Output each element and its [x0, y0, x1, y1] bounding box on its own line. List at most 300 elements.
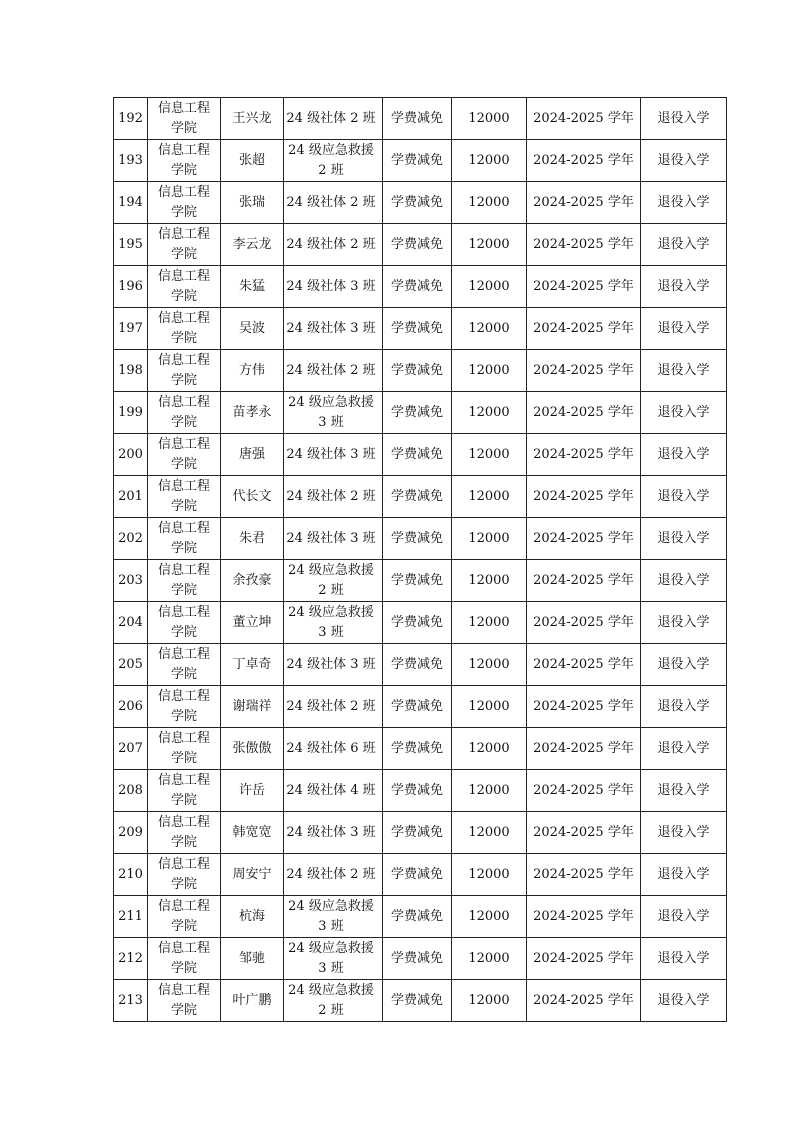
- aid-type: 学费减免: [390, 572, 443, 588]
- amount: 12000: [468, 950, 510, 966]
- college-name: 信息工程学院: [157, 310, 210, 346]
- school-year-cell: [527, 812, 641, 854]
- table-row: [114, 854, 727, 896]
- row-number: 195: [118, 236, 143, 252]
- row-number-cell: [114, 854, 148, 896]
- school-year-cell: [527, 434, 641, 476]
- class-name-cell: [284, 476, 383, 518]
- college-name: 信息工程学院: [157, 520, 210, 556]
- college-name: 信息工程学院: [157, 604, 210, 640]
- class-name-cell: [284, 854, 383, 896]
- category: 退役入学: [657, 362, 710, 378]
- school-year: 2024-2025 学年: [533, 992, 634, 1008]
- amount: 12000: [468, 236, 510, 252]
- aid-type: 学费减免: [390, 194, 443, 210]
- table-row: [114, 770, 727, 812]
- aid-type-cell: [383, 140, 452, 182]
- category: 退役入学: [657, 320, 710, 336]
- table-row: [114, 560, 727, 602]
- aid-type-cell: [383, 350, 452, 392]
- school-year-cell: [527, 350, 641, 392]
- amount: 12000: [468, 194, 510, 210]
- row-number: 212: [118, 950, 143, 966]
- class-name-cell: [284, 350, 383, 392]
- table-row: [114, 350, 727, 392]
- class-name: 24 级社体 3 班: [286, 656, 376, 672]
- category-cell: [641, 812, 727, 854]
- aid-type-cell: [383, 896, 452, 938]
- school-year: 2024-2025 学年: [533, 866, 634, 882]
- student-name-cell: [221, 434, 284, 476]
- school-year-cell: [527, 854, 641, 896]
- category-cell: [641, 98, 727, 140]
- category: 退役入学: [657, 614, 710, 630]
- category: 退役入学: [657, 782, 710, 798]
- category: 退役入学: [657, 866, 710, 882]
- aid-type: 学费减免: [390, 698, 443, 714]
- table-row: [114, 602, 727, 644]
- student-name: 苗孝永: [232, 404, 272, 420]
- student-name-cell: [221, 644, 284, 686]
- aid-type: 学费减免: [390, 740, 443, 756]
- school-year: 2024-2025 学年: [533, 446, 634, 462]
- amount: 12000: [468, 698, 510, 714]
- school-year: 2024-2025 学年: [533, 698, 634, 714]
- student-name: 董立坤: [232, 614, 272, 630]
- category: 退役入学: [657, 698, 710, 714]
- college-name: 信息工程学院: [157, 814, 210, 850]
- school-year-cell: [527, 560, 641, 602]
- school-year: 2024-2025 学年: [533, 824, 634, 840]
- school-year-cell: [527, 182, 641, 224]
- category-cell: [641, 854, 727, 896]
- category: 退役入学: [657, 740, 710, 756]
- amount-cell: [452, 140, 527, 182]
- amount: 12000: [468, 908, 510, 924]
- aid-type-cell: [383, 308, 452, 350]
- aid-type-cell: [383, 602, 452, 644]
- college-name: 信息工程学院: [157, 268, 210, 304]
- aid-type-cell: [383, 854, 452, 896]
- class-name: 24 级应急救援 3 班: [288, 898, 374, 934]
- college-name-cell: [148, 854, 221, 896]
- class-name-cell: [284, 140, 383, 182]
- row-number-cell: [114, 938, 148, 980]
- college-name-cell: [148, 350, 221, 392]
- category-cell: [641, 644, 727, 686]
- school-year-cell: [527, 644, 641, 686]
- amount: 12000: [468, 992, 510, 1008]
- student-name-cell: [221, 980, 284, 1022]
- college-name: 信息工程学院: [157, 394, 210, 430]
- class-name: 24 级社体 2 班: [286, 194, 376, 210]
- row-number-cell: [114, 770, 148, 812]
- school-year-cell: [527, 224, 641, 266]
- class-name-cell: [284, 812, 383, 854]
- category-cell: [641, 770, 727, 812]
- amount-cell: [452, 602, 527, 644]
- row-number-cell: [114, 434, 148, 476]
- student-name-cell: [221, 140, 284, 182]
- category-cell: [641, 350, 727, 392]
- table-row: [114, 266, 727, 308]
- class-name-cell: [284, 98, 383, 140]
- aid-type-cell: [383, 434, 452, 476]
- class-name: 24 级应急救援 3 班: [288, 394, 374, 430]
- row-number: 208: [118, 782, 143, 798]
- student-name-cell: [221, 476, 284, 518]
- category: 退役入学: [657, 278, 710, 294]
- row-number: 213: [118, 992, 143, 1008]
- aid-type-cell: [383, 518, 452, 560]
- amount-cell: [452, 770, 527, 812]
- category-cell: [641, 392, 727, 434]
- category-cell: [641, 686, 727, 728]
- class-name-cell: [284, 560, 383, 602]
- class-name-cell: [284, 728, 383, 770]
- category-cell: [641, 980, 727, 1022]
- class-name-cell: [284, 308, 383, 350]
- row-number: 206: [118, 698, 143, 714]
- table-row: [114, 98, 727, 140]
- school-year-cell: [527, 392, 641, 434]
- category-cell: [641, 182, 727, 224]
- college-name-cell: [148, 518, 221, 560]
- category: 退役入学: [657, 950, 710, 966]
- college-name-cell: [148, 896, 221, 938]
- table-row: [114, 224, 727, 266]
- aid-type-cell: [383, 182, 452, 224]
- aid-type-cell: [383, 266, 452, 308]
- class-name: 24 级社体 3 班: [286, 278, 376, 294]
- row-number-cell: [114, 182, 148, 224]
- student-name: 王兴龙: [232, 110, 272, 126]
- aid-type: 学费减免: [390, 824, 443, 840]
- college-name-cell: [148, 686, 221, 728]
- student-name: 张超: [238, 152, 265, 168]
- student-name: 丁卓奇: [232, 656, 272, 672]
- class-name: 24 级社体 2 班: [286, 488, 376, 504]
- college-name: 信息工程学院: [157, 478, 210, 514]
- student-name: 唐强: [238, 446, 265, 462]
- aid-type: 学费减免: [390, 362, 443, 378]
- aid-type: 学费减免: [390, 404, 443, 420]
- amount-cell: [452, 266, 527, 308]
- college-name-cell: [148, 644, 221, 686]
- table-row: [114, 518, 727, 560]
- row-number-cell: [114, 644, 148, 686]
- school-year: 2024-2025 学年: [533, 572, 634, 588]
- row-number: 200: [118, 446, 143, 462]
- amount: 12000: [468, 320, 510, 336]
- row-number: 205: [118, 656, 143, 672]
- table-row: [114, 728, 727, 770]
- category-cell: [641, 602, 727, 644]
- class-name-cell: [284, 518, 383, 560]
- student-name-cell: [221, 518, 284, 560]
- class-name: 24 级社体 2 班: [286, 866, 376, 882]
- school-year-cell: [527, 770, 641, 812]
- school-year-cell: [527, 602, 641, 644]
- school-year-cell: [527, 140, 641, 182]
- school-year: 2024-2025 学年: [533, 950, 634, 966]
- school-year-cell: [527, 476, 641, 518]
- school-year: 2024-2025 学年: [533, 362, 634, 378]
- student-name-cell: [221, 392, 284, 434]
- table-row: [114, 812, 727, 854]
- school-year: 2024-2025 学年: [533, 152, 634, 168]
- class-name: 24 级社体 4 班: [286, 782, 376, 798]
- amount-cell: [452, 308, 527, 350]
- amount-cell: [452, 98, 527, 140]
- amount-cell: [452, 938, 527, 980]
- table-row: [114, 308, 727, 350]
- student-name: 余孜豪: [232, 572, 272, 588]
- class-name-cell: [284, 392, 383, 434]
- student-name-cell: [221, 98, 284, 140]
- class-name: 24 级应急救援 3 班: [288, 940, 374, 976]
- table-row: [114, 686, 727, 728]
- aid-type: 学费减免: [390, 530, 443, 546]
- student-name: 代长文: [232, 488, 272, 504]
- student-name: 邹驰: [238, 950, 265, 966]
- category-cell: [641, 434, 727, 476]
- school-year-cell: [527, 308, 641, 350]
- amount: 12000: [468, 866, 510, 882]
- row-number: 202: [118, 530, 143, 546]
- school-year: 2024-2025 学年: [533, 908, 634, 924]
- college-name-cell: [148, 938, 221, 980]
- amount-cell: [452, 182, 527, 224]
- row-number: 211: [118, 908, 143, 924]
- aid-type: 学费减免: [390, 782, 443, 798]
- student-name-cell: [221, 560, 284, 602]
- table-row: [114, 434, 727, 476]
- aid-type-cell: [383, 938, 452, 980]
- table-row: [114, 896, 727, 938]
- row-number: 207: [118, 740, 143, 756]
- category-cell: [641, 224, 727, 266]
- college-name: 信息工程学院: [157, 226, 210, 262]
- college-name: 信息工程学院: [157, 772, 210, 808]
- row-number-cell: [114, 476, 148, 518]
- class-name-cell: [284, 686, 383, 728]
- category-cell: [641, 266, 727, 308]
- table-row: [114, 182, 727, 224]
- college-name: 信息工程学院: [157, 856, 210, 892]
- college-name-cell: [148, 770, 221, 812]
- student-name: 杭海: [238, 908, 265, 924]
- college-name-cell: [148, 182, 221, 224]
- amount: 12000: [468, 152, 510, 168]
- row-number: 199: [118, 404, 143, 420]
- school-year-cell: [527, 980, 641, 1022]
- row-number: 192: [118, 110, 143, 126]
- college-name: 信息工程学院: [157, 184, 210, 220]
- student-name: 吴波: [238, 320, 265, 336]
- category-cell: [641, 140, 727, 182]
- row-number-cell: [114, 518, 148, 560]
- row-number-cell: [114, 812, 148, 854]
- class-name: 24 级应急救援 2 班: [288, 142, 374, 178]
- row-number-cell: [114, 392, 148, 434]
- aid-type: 学费减免: [390, 278, 443, 294]
- class-name-cell: [284, 266, 383, 308]
- college-name: 信息工程学院: [157, 142, 210, 178]
- student-name-cell: [221, 686, 284, 728]
- amount-cell: [452, 224, 527, 266]
- aid-type: 学费减免: [390, 656, 443, 672]
- college-name-cell: [148, 392, 221, 434]
- college-name-cell: [148, 476, 221, 518]
- row-number: 196: [118, 278, 143, 294]
- college-name-cell: [148, 728, 221, 770]
- table-row: [114, 938, 727, 980]
- school-year: 2024-2025 学年: [533, 278, 634, 294]
- college-name-cell: [148, 266, 221, 308]
- class-name: 24 级社体 3 班: [286, 446, 376, 462]
- class-name: 24 级社体 2 班: [286, 110, 376, 126]
- amount-cell: [452, 560, 527, 602]
- category: 退役入学: [657, 194, 710, 210]
- college-name: 信息工程学院: [157, 688, 210, 724]
- aid-type-cell: [383, 812, 452, 854]
- school-year: 2024-2025 学年: [533, 194, 634, 210]
- aid-type: 学费减免: [390, 320, 443, 336]
- row-number-cell: [114, 560, 148, 602]
- aid-type-cell: [383, 980, 452, 1022]
- row-number-cell: [114, 98, 148, 140]
- amount-cell: [452, 644, 527, 686]
- category: 退役入学: [657, 530, 710, 546]
- amount-cell: [452, 812, 527, 854]
- amount: 12000: [468, 614, 510, 630]
- class-name: 24 级社体 6 班: [286, 740, 376, 756]
- row-number-cell: [114, 980, 148, 1022]
- amount: 12000: [468, 404, 510, 420]
- row-number-cell: [114, 308, 148, 350]
- class-name: 24 级社体 3 班: [286, 320, 376, 336]
- student-name-cell: [221, 854, 284, 896]
- student-name: 朱猛: [238, 278, 265, 294]
- student-name: 方伟: [238, 362, 265, 378]
- category-cell: [641, 518, 727, 560]
- row-number-cell: [114, 686, 148, 728]
- college-name: 信息工程学院: [157, 898, 210, 934]
- student-name-cell: [221, 350, 284, 392]
- school-year: 2024-2025 学年: [533, 782, 634, 798]
- category-cell: [641, 308, 727, 350]
- category: 退役入学: [657, 236, 710, 252]
- class-name-cell: [284, 602, 383, 644]
- row-number: 209: [118, 824, 143, 840]
- school-year-cell: [527, 728, 641, 770]
- category: 退役入学: [657, 656, 710, 672]
- aid-type-cell: [383, 476, 452, 518]
- school-year: 2024-2025 学年: [533, 530, 634, 546]
- school-year: 2024-2025 学年: [533, 614, 634, 630]
- row-number-cell: [114, 350, 148, 392]
- amount: 12000: [468, 782, 510, 798]
- class-name: 24 级社体 3 班: [286, 530, 376, 546]
- amount-cell: [452, 476, 527, 518]
- school-year: 2024-2025 学年: [533, 110, 634, 126]
- student-name: 叶广鹏: [232, 992, 272, 1008]
- table-row: [114, 644, 727, 686]
- category: 退役入学: [657, 908, 710, 924]
- college-name-cell: [148, 560, 221, 602]
- table-row: [114, 476, 727, 518]
- student-name: 韩宽宽: [232, 824, 272, 840]
- student-name-cell: [221, 770, 284, 812]
- aid-type-cell: [383, 224, 452, 266]
- category-cell: [641, 560, 727, 602]
- row-number-cell: [114, 266, 148, 308]
- college-name-cell: [148, 98, 221, 140]
- category-cell: [641, 896, 727, 938]
- amount-cell: [452, 728, 527, 770]
- category: 退役入学: [657, 446, 710, 462]
- student-name-cell: [221, 182, 284, 224]
- aid-type: 学费减免: [390, 446, 443, 462]
- row-number: 194: [118, 194, 143, 210]
- student-name-cell: [221, 224, 284, 266]
- class-name: 24 级应急救援 3 班: [288, 604, 374, 640]
- table-body: [114, 98, 727, 1022]
- student-name: 许岳: [238, 782, 265, 798]
- amount-cell: [452, 686, 527, 728]
- student-name-cell: [221, 602, 284, 644]
- aid-type: 学费减免: [390, 950, 443, 966]
- class-name: 24 级应急救援 2 班: [288, 562, 374, 598]
- school-year: 2024-2025 学年: [533, 656, 634, 672]
- class-name: 24 级社体 2 班: [286, 236, 376, 252]
- amount-cell: [452, 392, 527, 434]
- student-name: 朱君: [238, 530, 265, 546]
- amount: 12000: [468, 824, 510, 840]
- student-name-cell: [221, 308, 284, 350]
- table-row: [114, 140, 727, 182]
- aid-type: 学费减免: [390, 236, 443, 252]
- college-name-cell: [148, 980, 221, 1022]
- college-name-cell: [148, 224, 221, 266]
- aid-type-cell: [383, 392, 452, 434]
- amount: 12000: [468, 110, 510, 126]
- class-name-cell: [284, 644, 383, 686]
- school-year-cell: [527, 98, 641, 140]
- class-name: 24 级应急救援 2 班: [288, 982, 374, 1018]
- aid-type-cell: [383, 644, 452, 686]
- class-name: 24 级社体 3 班: [286, 824, 376, 840]
- amount: 12000: [468, 572, 510, 588]
- aid-type: 学费减免: [390, 992, 443, 1008]
- school-year-cell: [527, 938, 641, 980]
- row-number: 197: [118, 320, 143, 336]
- college-name: 信息工程学院: [157, 982, 210, 1018]
- table-row: [114, 980, 727, 1022]
- aid-type: 学费减免: [390, 614, 443, 630]
- aid-type: 学费减免: [390, 152, 443, 168]
- school-year: 2024-2025 学年: [533, 320, 634, 336]
- class-name-cell: [284, 980, 383, 1022]
- student-name: 周安宁: [232, 866, 272, 882]
- student-name: 张傲傲: [232, 740, 272, 756]
- class-name-cell: [284, 224, 383, 266]
- student-name: 张瑞: [238, 194, 265, 210]
- aid-type: 学费减免: [390, 110, 443, 126]
- category: 退役入学: [657, 404, 710, 420]
- aid-type-cell: [383, 560, 452, 602]
